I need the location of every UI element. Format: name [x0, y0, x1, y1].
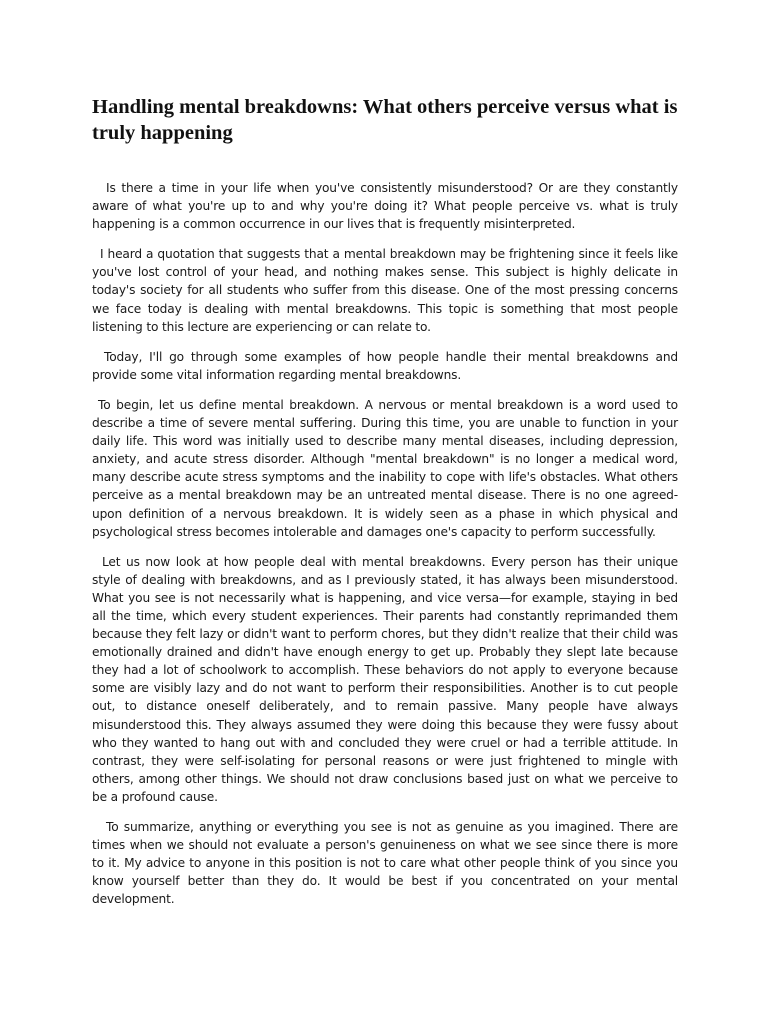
- document-title: Handling mental breakdowns: What others perceive versus what is truly happening: [92, 96, 678, 144]
- paragraph-coping: Let us now look at how people deal with mental breakdowns. Every person has their unique style of dealing with breakdowns, and as I previously stated, it has always been misunderstood. What you see is not necessarily what is happening, and vice versa—for example, staying in bed all the time, which every student experiences. Their parents had constantly reprimanded them because they felt lazy or didn't want to perform chores, but they didn't realize that their child was emotionally drained and didn't have enough energy to get up. Probably they slept late because they had a lot of schoolwork to accomplish. These behaviors do not apply to everyone because some are visibly lazy and do not want to perform their responsibilities. Another is to cut people out, to distance oneself deliberately, and to remain passive. Many people have always misunderstood this. They always assumed they were doing this because they were fussy about who they wanted to hang out with and concluded they were cruel or had a terrible attitude. In contrast, they were self-isolating for personal reasons or were just frightened to mingle with others, among other things. We should not draw conclusions based just on what we perceive to be a profound cause.: [92, 554, 678, 804]
- paragraph-overview: Today, I'll go through some examples of how people handle their mental breakdowns and provide some vital information regarding mental breakdowns.: [92, 349, 678, 382]
- paragraph-intro: Is there a time in your life when you've consistently misunderstood? Or are they constantly aware of what you're up to and why you're doing it? What people perceive vs. what is truly happening is a common occurrence in our lives that is frequently misinterpreted.: [92, 181, 678, 232]
- document-page: [92, 94, 678, 920]
- paragraph-definition: To begin, let us define mental breakdown. A nervous or mental breakdown is a word used to describe a time of severe mental suffering. During this time, you are unable to function in your daily life. This word was initially used to describe many mental diseases, including depression, anxiety, and acute stress disorder. Although "mental breakdown" is no longer a medical word, many describe acute stress symptoms and the inability to cope with life's obstacles. What others perceive as a mental breakdown may be an untreated mental disease. There is no one agreed-upon definition of a nervous breakdown. It is widely seen as a phase in which physical and psychological stress becomes intolerable and damages one's capacity to perform successfully.: [92, 397, 678, 539]
- paragraph-quotation: I heard a quotation that suggests that a mental breakdown may be frightening since it feels like you've lost control of your head, and nothing makes sense. This subject is highly delicate in today's society for all students who suffer from this disease. One of the most pressing concerns we face today is dealing with mental breakdowns. This topic is something that most people listening to this lecture are experiencing or can relate to.: [92, 247, 678, 334]
- paragraph-summary: To summarize, anything or everything you see is not as genuine as you imagined. There are times when we should not evaluate a person's genuineness on what we see since there is more to it. My advice to anyone in this position is not to care what other people think of you since you know yourself better than they do. It would be best if you concentrated on your mental development.: [92, 820, 678, 907]
